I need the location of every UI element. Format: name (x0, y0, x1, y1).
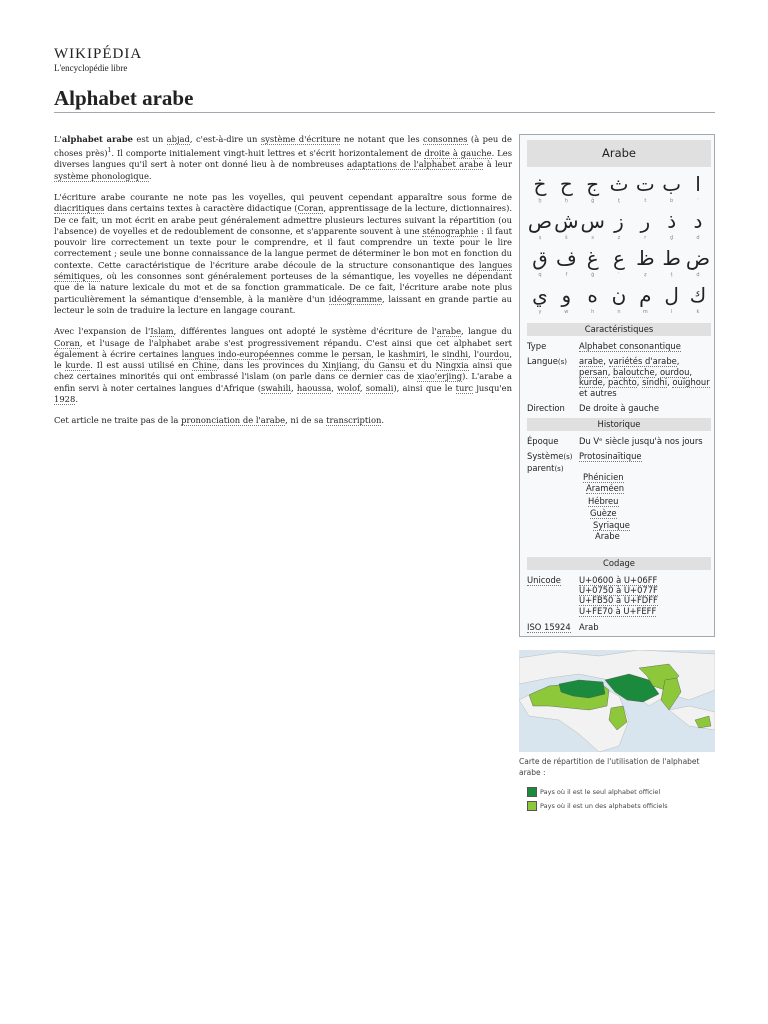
article-link[interactable]: système d'écriture (260, 134, 341, 144)
text-run: comme le (294, 348, 343, 359)
separator: , (602, 377, 608, 387)
arabic-letter[interactable]: ك (689, 283, 707, 307)
article-link[interactable]: kashmiri (388, 348, 426, 359)
text-run: à leur (483, 159, 512, 170)
article-link[interactable]: swahili (261, 382, 291, 393)
separator: , (603, 356, 609, 366)
article-link[interactable]: Gansu (378, 360, 406, 371)
article-link[interactable]: langues sémitiques (54, 259, 512, 282)
langue-label (527, 356, 581, 368)
arabic-letter[interactable]: ث (609, 172, 629, 196)
article-link[interactable]: ourdou (479, 348, 510, 359)
translit-row-3 (527, 272, 711, 278)
article-link[interactable]: xiao'erjing (417, 371, 463, 382)
separator: , (636, 377, 643, 387)
arabic-letter[interactable]: ح (559, 172, 573, 196)
transliteration: ḍ (696, 272, 700, 278)
article-link[interactable]: haoussa (296, 382, 332, 393)
parent-top-link[interactable]: Protosinaïtique (579, 451, 642, 461)
text-run: , le (425, 348, 443, 359)
article-link[interactable]: droite à gauche (424, 148, 492, 159)
article-link[interactable]: Ningxia (435, 360, 469, 371)
article-link[interactable]: persan (342, 348, 372, 359)
systeme-label-suffix-2: (s) (554, 464, 564, 473)
iso-label[interactable] (527, 622, 581, 633)
tree-link[interactable]: Hébreu (588, 496, 619, 506)
transliteration: w (564, 309, 569, 315)
tree-link[interactable]: Guèze (590, 508, 617, 518)
text-run: . (75, 394, 78, 405)
transliteration: n (617, 309, 621, 315)
direction-label: Direction (527, 403, 565, 413)
arabic-letter[interactable]: ص (527, 209, 553, 233)
language-link[interactable]: ourdou (659, 366, 690, 377)
footnote-ref[interactable]: 1 (107, 147, 112, 155)
paragraph-expansion (54, 326, 512, 405)
article-link[interactable]: sténographie (422, 225, 479, 236)
legend-label: Pays où il est un des alphabets officiels (540, 802, 668, 810)
transliteration: ẓ (644, 272, 647, 278)
transliteration: ʾ (697, 198, 699, 204)
transliteration: ṯ (618, 198, 620, 204)
text-run: ). L'arabe a enfin servi à noter certaines langues d'Afrique ( (54, 371, 512, 393)
language-link[interactable]: pachto (608, 377, 637, 387)
transliteration: ġ (591, 272, 595, 278)
epoque-value: Du Vᵉ siècle jusqu'à nos jours (579, 436, 703, 446)
text-run: , l' (468, 348, 480, 359)
page-title: Alphabet arabe (54, 86, 194, 110)
text-run: , dans les provinces du (216, 360, 323, 371)
tree-link[interactable]: Syriaque (593, 520, 630, 530)
transliteration: s (591, 235, 594, 241)
article-link[interactable]: Coran (297, 203, 324, 214)
arabic-letter[interactable]: ه (587, 283, 598, 307)
infobox-title: Arabe (527, 140, 711, 167)
paragraph-scope (54, 415, 512, 426)
article-link[interactable]: diacritiques (54, 203, 105, 214)
article-link[interactable]: langues indo-européennes (181, 348, 295, 359)
letters-row-2 (527, 210, 711, 232)
language-link[interactable]: variétés d'arabe (608, 356, 677, 366)
text-run: , et l'usage de l'alphabet arabe s'est progressivement répandu. C'est ainsi que cet alphabet sert également à écrire certaines (54, 337, 512, 359)
text-run: , langue du (461, 326, 512, 337)
arabic-letter[interactable]: خ (533, 172, 547, 196)
unicode-link[interactable]: Unicode (527, 575, 561, 585)
legend-official-only (527, 787, 660, 798)
text-run: , où les consonnes sont généralement porteuses de la sémantique, les voyelles ne dépendant que de la nature lexicale du mot et de sa fonction grammaticale. De ce fait, l'écriture arabe note plus particulièrement la sémantique d'ensemble, à la manière d'un (54, 271, 512, 304)
arabic-letter[interactable]: ن (611, 283, 627, 307)
language-link[interactable]: persan (579, 366, 608, 377)
transliteration: k (696, 309, 700, 315)
text-run: , ni de sa (285, 415, 327, 426)
text-run: , (359, 382, 366, 393)
type-value[interactable] (579, 341, 711, 352)
arabic-letter[interactable]: م (639, 283, 652, 307)
article-link[interactable]: système phonologique (54, 170, 149, 181)
arabic-letter[interactable]: ب (662, 172, 682, 196)
text-run: dans certains textes à caractère didactique ( (104, 203, 298, 214)
transliteration: h (591, 309, 595, 315)
letters-row-4 (527, 284, 711, 306)
article-link[interactable]: arabe (436, 326, 462, 337)
translit-row-2 (527, 235, 711, 241)
langue-tail: et autres (579, 387, 617, 398)
tree-item[interactable] (583, 472, 624, 483)
text-run: , le (54, 348, 513, 371)
langue-label-suffix: (s) (557, 358, 567, 366)
section-history: Historique (527, 418, 711, 431)
text-run: et du (405, 360, 436, 371)
text-run: . Les diverses langues qu'il sert à noter ont donné lieu à de nombreuses (54, 148, 512, 170)
text-run: ainsi que chez certaines minorités qui ont embrassé l'islam (on parle dans ce dernier cas de (54, 360, 512, 382)
transliteration: m (642, 309, 648, 315)
langue-list[interactable] (579, 356, 710, 388)
arabic-letter[interactable]: ظ (636, 246, 655, 270)
distribution-map[interactable] (519, 650, 715, 752)
wikipedia-logo[interactable] (54, 47, 254, 74)
arabic-letter[interactable]: ذ (667, 209, 677, 233)
arabic-letter[interactable]: ق (532, 246, 548, 270)
text-run: Avec l'expansion de l' (54, 326, 151, 337)
article-link[interactable]: Xinjiang (322, 360, 358, 371)
transliteration: š (565, 235, 568, 241)
separator: , (689, 366, 693, 377)
tree-item[interactable] (586, 483, 624, 494)
article-link[interactable]: prononciation de l'arabe (181, 415, 286, 426)
arabic-letter[interactable]: ض (685, 246, 711, 270)
legend-label: Pays où il est le seul alphabet officiel (540, 788, 661, 796)
type-link[interactable]: Alphabet consonantique (579, 341, 681, 351)
text-run: : il faut pouvoir lire correctement un texte pour le comprendre, et il faut comprendre un texte pour le lire correctement ; seule une bonne connaissance de la langue permet de déterminer le bon mot en fonction du contexte. Cette caractéristique de l'écriture arabe découle de la structure consonantique des (54, 225, 512, 270)
language-link[interactable]: kurde (579, 377, 603, 387)
transliteration: y (538, 309, 542, 315)
language-link[interactable]: ouïghour (672, 377, 710, 387)
transliteration: ḏ (670, 235, 674, 241)
systeme-label-text-2: parent (527, 462, 555, 473)
transliteration: ǧ (591, 198, 595, 204)
transliteration: q (538, 272, 542, 278)
separator: , (607, 366, 614, 377)
article-body (54, 134, 512, 437)
world-map-svg (519, 650, 715, 752)
transliteration: ṣ (538, 235, 542, 241)
unicode-range[interactable]: U+FB50 à U+FDFF (579, 595, 658, 606)
language-link[interactable]: baloutche (613, 366, 655, 377)
arabic-letter[interactable]: ل (664, 283, 679, 307)
tree-item[interactable] (588, 496, 619, 507)
letters-row-3 (527, 247, 711, 269)
separator: , (676, 356, 680, 366)
text-run: , apprentissage de la lecture, dictionnaires). De ce fait, un mot écrit en arabe peut généralement admettre plusieurs lectures suivant la répartition (ou l'absence) de voyelles et de redoublement de consonne, et s'apparente souvent à une (54, 203, 512, 236)
text-run: , le (371, 348, 389, 359)
arabic-letter[interactable]: ش (554, 209, 579, 233)
iso-link[interactable]: ISO 15924 (527, 622, 571, 632)
text-run: . Il comporte initialement vingt-huit lettres et s'écrit horizontalement de (111, 148, 425, 159)
legend-one-of-official (527, 801, 668, 812)
arabic-letter[interactable]: ر (640, 209, 651, 233)
direction-value: De droite à gauche (579, 403, 660, 413)
paragraph-intro (54, 134, 512, 182)
language-link[interactable]: arabe (579, 356, 604, 366)
article-link[interactable]: consonnes (423, 134, 468, 144)
systeme-label (527, 451, 581, 474)
text-run: L'écriture arabe courante ne note pas les voyelles, qui peuvent cependant apparaître sous forme de (54, 191, 512, 202)
text-run: , c'est-à-dire un (189, 134, 261, 144)
arabic-letter[interactable]: ط (662, 246, 681, 270)
article-link[interactable]: adaptations de l'alphabet arabe (347, 159, 484, 170)
title-divider (54, 112, 715, 113)
type-label: Type (527, 341, 547, 351)
paragraph-vowels (54, 192, 512, 316)
article-link[interactable]: abjad (166, 134, 190, 144)
tree-item[interactable] (590, 508, 617, 519)
article-link[interactable]: transcription (326, 415, 382, 426)
infobox (519, 134, 715, 637)
transliteration: l (670, 309, 673, 315)
arabic-letter[interactable]: ع (613, 246, 625, 270)
article-link[interactable]: wolof (337, 382, 360, 393)
tree-item-current: Arabe (595, 531, 620, 541)
unicode-values (579, 575, 711, 616)
systeme-label-text: Système (527, 451, 564, 461)
transliteration: ḥ (564, 198, 568, 204)
translit-row-1 (527, 198, 711, 204)
separator: , (667, 377, 673, 387)
logo-wordmark: WIKIPÉDIA (54, 46, 143, 62)
arabic-letter[interactable]: غ (586, 246, 599, 270)
arabic-letter[interactable]: د (693, 209, 703, 233)
arabic-letter[interactable]: ا (695, 172, 701, 196)
unicode-range[interactable]: U+0750 à U+077F (579, 585, 658, 596)
language-link[interactable]: sindhi (642, 377, 668, 387)
text-run: ), ainsi que le (393, 382, 456, 393)
text-run: . Il est aussi utilisé en (90, 360, 193, 371)
text-run: , laissant en grande partie au lecteur le soin de traduire la lecture en langage courant. (54, 293, 512, 315)
text-run: L' (54, 134, 62, 144)
langue-values (579, 356, 711, 398)
text-run: est un (133, 134, 167, 144)
logo-tagline: L'encyclopédie libre (54, 63, 128, 73)
arabic-letter[interactable]: ي (532, 283, 548, 307)
epoque-label: Époque (527, 436, 559, 446)
arabic-letter[interactable]: س (580, 209, 605, 233)
text-run: ne notant que les (340, 134, 424, 144)
iso-value: Arab (579, 622, 599, 632)
bold-term: alphabet arabe (61, 134, 134, 144)
text-run: . (148, 170, 152, 181)
transliteration: ṭ (670, 272, 673, 278)
transliteration: b (670, 198, 674, 204)
article-link[interactable]: 1928 (54, 394, 76, 405)
unicode-range[interactable]: U+FE70 à U+FEFF (579, 605, 657, 616)
arabic-letter[interactable]: ف (555, 246, 577, 270)
transliteration: t (644, 198, 647, 204)
article-link[interactable]: idéogramme (328, 293, 383, 304)
arabic-letter[interactable]: ج (586, 172, 600, 196)
separator: , (654, 366, 660, 377)
transliteration: f (565, 272, 568, 278)
transliteration: r (644, 235, 647, 241)
letters-row-1 (527, 173, 711, 195)
text-run: , (331, 382, 338, 393)
translit-row-4 (527, 309, 711, 315)
text-run: , du (357, 360, 379, 371)
text-run: (à peu de choses près) (54, 134, 513, 159)
tree-link[interactable]: Araméen (586, 483, 625, 493)
article-link[interactable]: Coran (54, 337, 80, 348)
article-link[interactable]: Chine (192, 360, 217, 371)
article-link[interactable]: turc (455, 382, 474, 393)
text-run: , (290, 382, 297, 393)
article-link[interactable]: somali (365, 382, 394, 393)
legend-swatch-light (527, 801, 537, 811)
transliteration: z (617, 235, 621, 241)
langue-label-text: Langue (527, 356, 558, 366)
map-caption: Carte de répartition de l'utilisation de l'alphabet arabe : (519, 757, 700, 777)
parent-top[interactable] (579, 451, 711, 462)
article-link[interactable]: kurde (65, 360, 91, 371)
unicode-range[interactable]: U+0600 à U+06FF (579, 575, 658, 585)
text-run: Cet article ne traite pas de la (54, 415, 182, 426)
section-coding: Codage (527, 557, 711, 570)
text-run: jusqu'en (473, 382, 513, 393)
text-run: , différentes langues ont adopté le système d'écriture de l' (173, 326, 437, 337)
text-run: . (381, 415, 385, 426)
transliteration: ʿ (618, 272, 620, 278)
arabic-letter[interactable]: ز (614, 209, 624, 233)
article-link[interactable]: Islam (150, 326, 174, 337)
arabic-letter[interactable]: ت (635, 172, 655, 196)
article-link[interactable]: sindhi (442, 348, 469, 359)
systeme-label-suffix: (s) (563, 453, 573, 461)
tree-link[interactable]: Phénicien (583, 472, 624, 482)
transliteration: ḫ (538, 198, 542, 204)
arabic-letter[interactable]: و (561, 283, 572, 307)
tree-item[interactable] (593, 520, 630, 531)
transliteration: d (696, 235, 700, 241)
legend-swatch-dark (527, 787, 537, 797)
section-characteristics: Caractéristiques (527, 323, 711, 336)
unicode-label[interactable] (527, 575, 581, 586)
